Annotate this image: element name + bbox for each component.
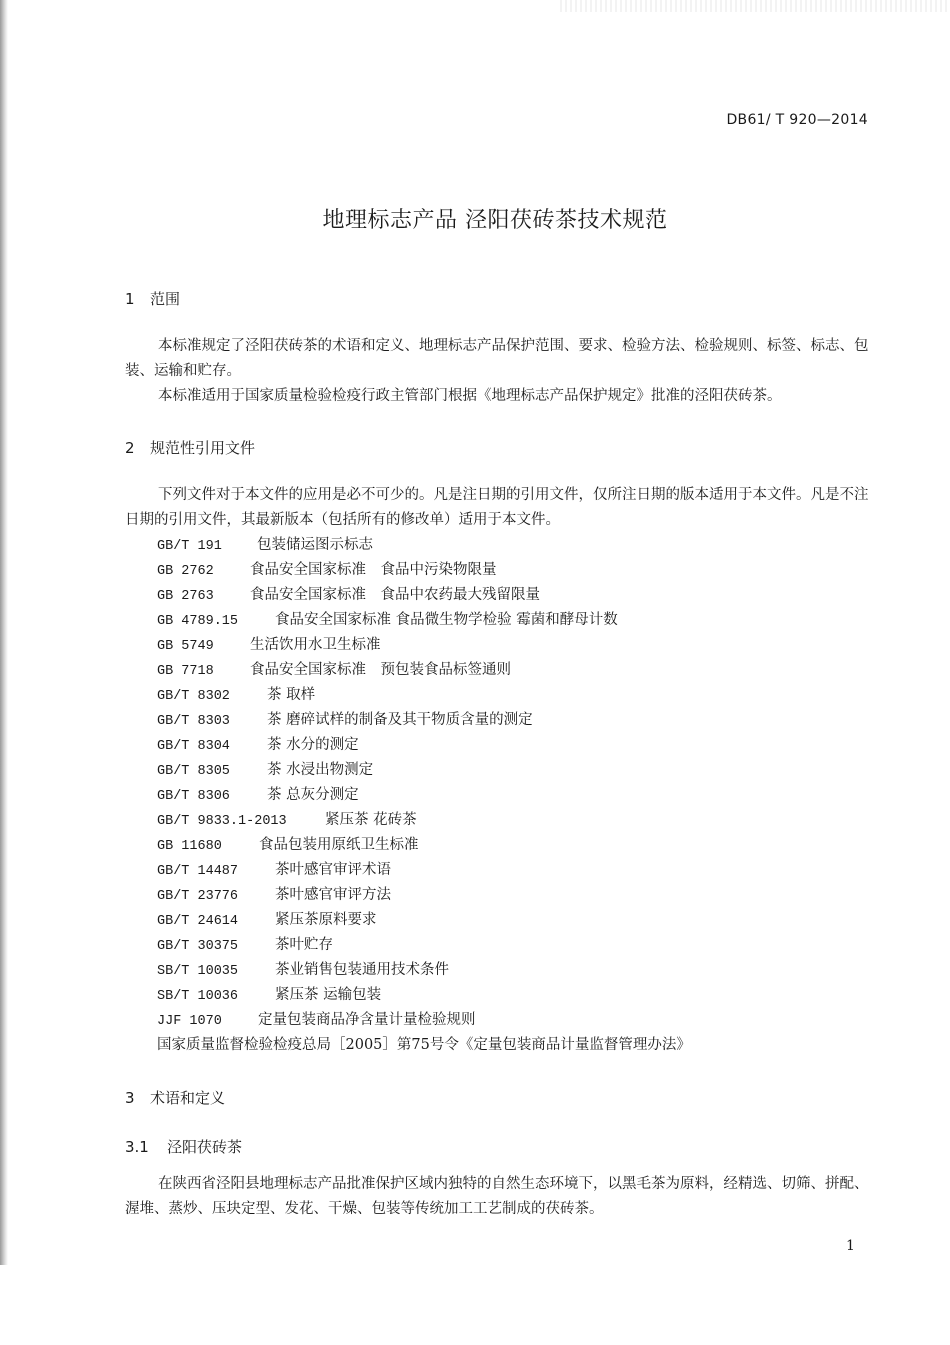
reference-code: GB/T 8305 [157, 764, 230, 779]
scan-noise-top [560, 0, 950, 12]
section-1-title: 范围 [150, 290, 181, 308]
reference-title: 定量包装商品净含量计量检验规则 [258, 1012, 476, 1028]
reference-item [157, 533, 691, 558]
section-3-1-heading [125, 1136, 242, 1157]
reference-item [157, 933, 691, 958]
reference-title: 茶 磨碎试样的制备及其干物质含量的测定 [267, 712, 533, 728]
section-3-number: 3 [125, 1089, 135, 1107]
section-3-title: 术语和定义 [150, 1089, 226, 1107]
section-1-paragraph-1: 本标准规定了泾阳茯砖茶的术语和定义、地理标志产品保护范围、要求、检验方法、检验规则、标签、标志、包装、运输和贮存。 [125, 338, 869, 379]
section-3-1-definition: 在陕西省泾阳县地理标志产品批准保护区域内独特的自然生态环境下，以黑毛茶为原料，经精选、切筛、拼配、渥堆、蒸炒、压块定型、发花、干燥、包装等传统加工工艺制成的茯砖茶。 [125, 1176, 869, 1217]
reference-code: GB 2763 [157, 589, 214, 604]
reference-title: 茶业销售包装通用技术条件 [275, 962, 449, 978]
section-2-intro [125, 483, 870, 533]
section-2-heading [125, 437, 255, 458]
reference-item [157, 783, 691, 808]
reference-item [157, 683, 691, 708]
reference-code: GB 5749 [157, 639, 214, 654]
reference-title: 食品安全国家标准 食品微生物学检验 霉菌和酵母计数 [275, 612, 618, 628]
reference-code: GB/T 191 [157, 539, 222, 554]
reference-title: 食品包装用原纸卫生标准 [259, 837, 419, 853]
reference-code: GB 7718 [157, 664, 214, 679]
reference-item [157, 658, 691, 683]
reference-item [157, 558, 691, 583]
reference-item [157, 708, 691, 733]
reference-item [157, 583, 691, 608]
reference-title: 茶 水浸出物测定 [267, 762, 374, 778]
reference-item [157, 958, 691, 983]
reference-item [157, 758, 691, 783]
reference-title: 包装储运图示标志 [257, 537, 373, 553]
reference-item [157, 908, 691, 933]
section-3-1-title: 泾阳茯砖茶 [167, 1138, 243, 1156]
section-1-heading [125, 288, 180, 309]
reference-code: GB/T 14487 [157, 864, 239, 879]
reference-item [157, 833, 691, 858]
section-1-body [125, 334, 870, 409]
reference-title: 茶 水分的测定 [267, 737, 359, 753]
reference-code: GB/T 8303 [157, 714, 230, 729]
reference-code: GB 2762 [157, 564, 214, 579]
reference-code: GB/T 30375 [157, 939, 239, 954]
reference-code: GB 11680 [157, 839, 222, 854]
reference-item [157, 1008, 691, 1033]
document-title: 地理标志产品 泾阳茯砖茶技术规范 [322, 208, 668, 233]
reference-code: GB/T 8302 [157, 689, 230, 704]
reference-code: GB/T 9833.1-2013 [157, 814, 287, 829]
reference-title: 茶叶感官审评术语 [275, 862, 391, 878]
reference-order: 国家质量监督检验检疫总局［2005］第75号令《定量包装商品计量监督管理办法》 [157, 1037, 691, 1053]
reference-title: 食品安全国家标准 食品中农药最大残留限量 [250, 587, 540, 603]
reference-code: JJF 1070 [157, 1014, 222, 1029]
reference-title: 茶 取样 [267, 687, 316, 703]
reference-title: 紧压茶原料要求 [275, 912, 377, 928]
section-2-title: 规范性引用文件 [150, 439, 256, 457]
reference-code: GB/T 8306 [157, 789, 230, 804]
reference-title: 食品安全国家标准 食品中污染物限量 [250, 562, 497, 578]
reference-title: 茶 总灰分测定 [267, 787, 359, 803]
reference-list [157, 533, 691, 1058]
section-3-1-number: 3.1 [125, 1138, 149, 1156]
section-2-intro-text: 下列文件对于本文件的应用是必不可少的。凡是注日期的引用文件，仅所注日期的版本适用于本文件。凡是不注日期的引用文件，其最新版本（包括所有的修改单）适用于本文件。 [125, 487, 869, 528]
reference-title: 茶叶感官审评方法 [275, 887, 391, 903]
reference-code: GB 4789.15 [157, 614, 239, 629]
scan-shadow-left [0, 0, 8, 1265]
reference-code: SB/T 10036 [157, 989, 239, 1004]
reference-title: 紧压茶 运输包装 [275, 987, 382, 1003]
reference-title: 紧压茶 花砖茶 [325, 812, 417, 828]
section-2-number: 2 [125, 439, 135, 457]
reference-item [157, 858, 691, 883]
reference-item [157, 608, 691, 633]
reference-item [157, 733, 691, 758]
page-number: 1 [846, 1238, 855, 1254]
section-3-heading [125, 1087, 225, 1108]
section-1-number: 1 [125, 290, 135, 308]
reference-code: GB/T 23776 [157, 889, 239, 904]
reference-item [157, 883, 691, 908]
reference-code: GB/T 24614 [157, 914, 239, 929]
reference-code: SB/T 10035 [157, 964, 239, 979]
reference-title: 茶叶贮存 [275, 937, 333, 953]
standard-number: DB61/ T 920—2014 [726, 112, 868, 128]
reference-title: 食品安全国家标准 预包装食品标签通则 [250, 662, 511, 678]
reference-title: 生活饮用水卫生标准 [250, 637, 381, 653]
reference-item [157, 633, 691, 658]
reference-item [157, 808, 691, 833]
section-3-1-body [125, 1172, 870, 1222]
section-1-paragraph-2: 本标准适用于国家质量检验检疫行政主管部门根据《地理标志产品保护规定》批准的泾阳茯砖茶。 [158, 388, 782, 404]
reference-item [157, 983, 691, 1008]
reference-code: GB/T 8304 [157, 739, 230, 754]
